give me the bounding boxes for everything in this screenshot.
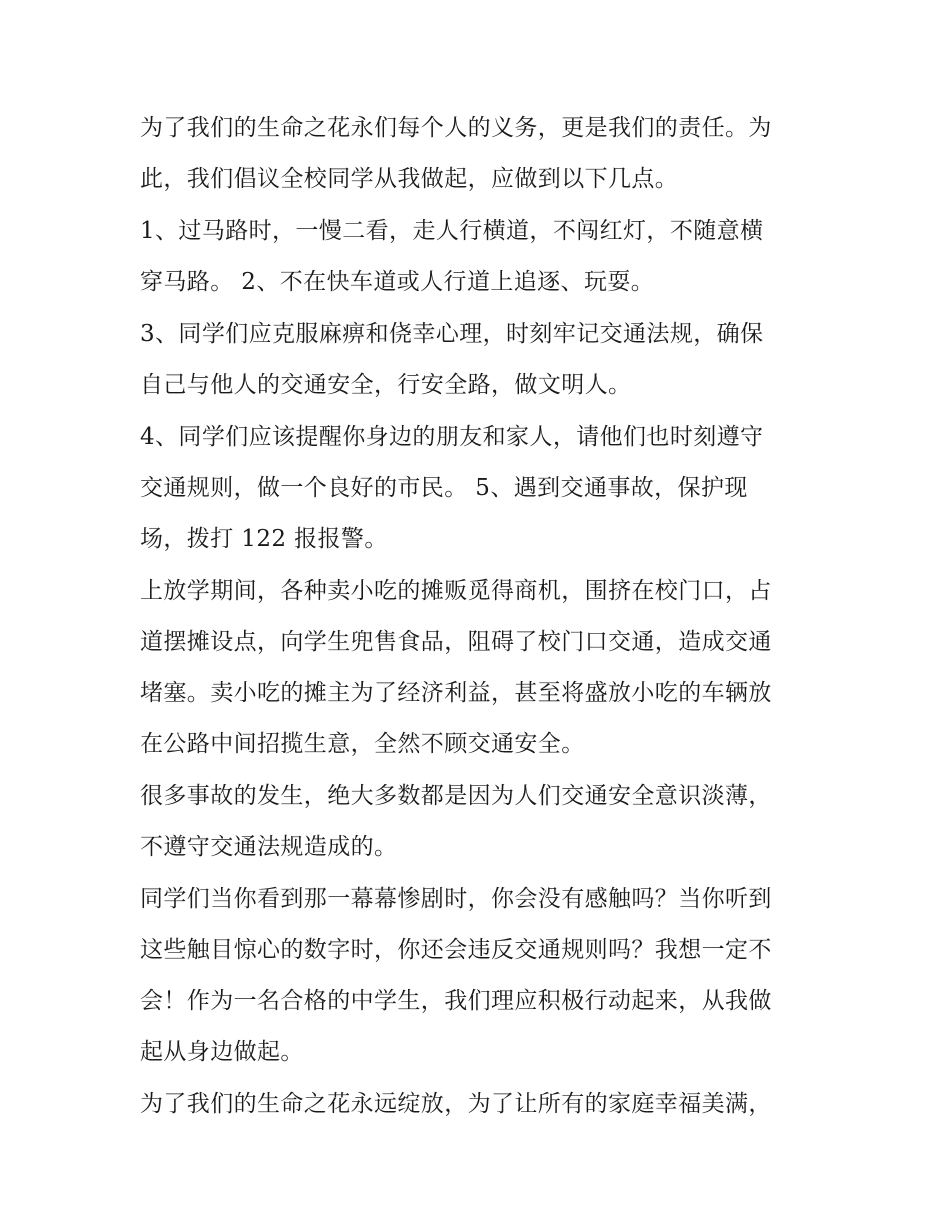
paragraph-1 <box>140 103 820 205</box>
text-line: 交通规则，做一个良好的市民。 5、遇到交通事故，保护现 <box>140 475 748 501</box>
text-line: 场，拨打 122 报报警。 <box>140 526 388 552</box>
text-line: 上放学期间，各种卖小吃的摊贩觅得商机，围挤在校门口，占 <box>140 578 772 604</box>
text-line: 为了我们的生命之花永远绽放，为了让所有的家庭幸福美满， <box>140 1091 772 1117</box>
text-line: 3、同学们应克服麻痹和侥幸心理，时刻牢记交通法规，确保 <box>140 321 764 347</box>
text-line: 同学们当你看到那一幕幕惨剧时，你会没有感触吗？当你听到 <box>140 886 772 912</box>
paragraph-8 <box>140 1079 820 1130</box>
text-line: 为了我们的生命之花永们每个人的义务，更是我们的责任。为 <box>140 115 772 141</box>
paragraph-6 <box>140 771 820 873</box>
text-line: 这些触目惊心的数字时，你还会违反交通规则吗？我想一定不 <box>140 937 772 963</box>
paragraph-5 <box>140 566 820 770</box>
paragraph-4 <box>140 412 820 565</box>
paragraph-7 <box>140 874 820 1078</box>
text-line: 堵塞。卖小吃的摊主为了经济利益，甚至将盛放小吃的车辆放 <box>140 680 772 706</box>
text-line: 会！作为一名合格的中学生，我们理应积极行动起来，从我做 <box>140 988 772 1014</box>
text-line: 在公路中间招揽生意，全然不顾交通安全。 <box>140 731 585 757</box>
text-line: 1、过马路时，一慢二看，走人行横道，不闯红灯，不随意横 <box>140 218 764 244</box>
text-line: 穿马路。 2、不在快车道或人行道上追逐、玩耍。 <box>140 269 655 295</box>
text-line: 4、同学们应该提醒你身边的朋友和家人，请他们也时刻遵守 <box>140 424 764 450</box>
text-line: 此，我们倡议全校同学从我做起，应做到以下几点。 <box>140 166 679 192</box>
text-line: 很多事故的发生，绝大多数都是因为人们交通安全意识淡薄， <box>140 783 772 809</box>
paragraph-3 <box>140 309 820 411</box>
document-body <box>140 103 820 1131</box>
text-line: 不遵守交通法规造成的。 <box>140 834 398 860</box>
text-line: 道摆摊设点，向学生兜售食品，阻碍了校门口交通，造成交通 <box>140 629 772 655</box>
paragraph-2 <box>140 206 820 308</box>
text-line: 起从身边做起。 <box>140 1039 304 1065</box>
text-line: 自己与他人的交通安全，行安全路，做文明人。 <box>140 372 632 398</box>
